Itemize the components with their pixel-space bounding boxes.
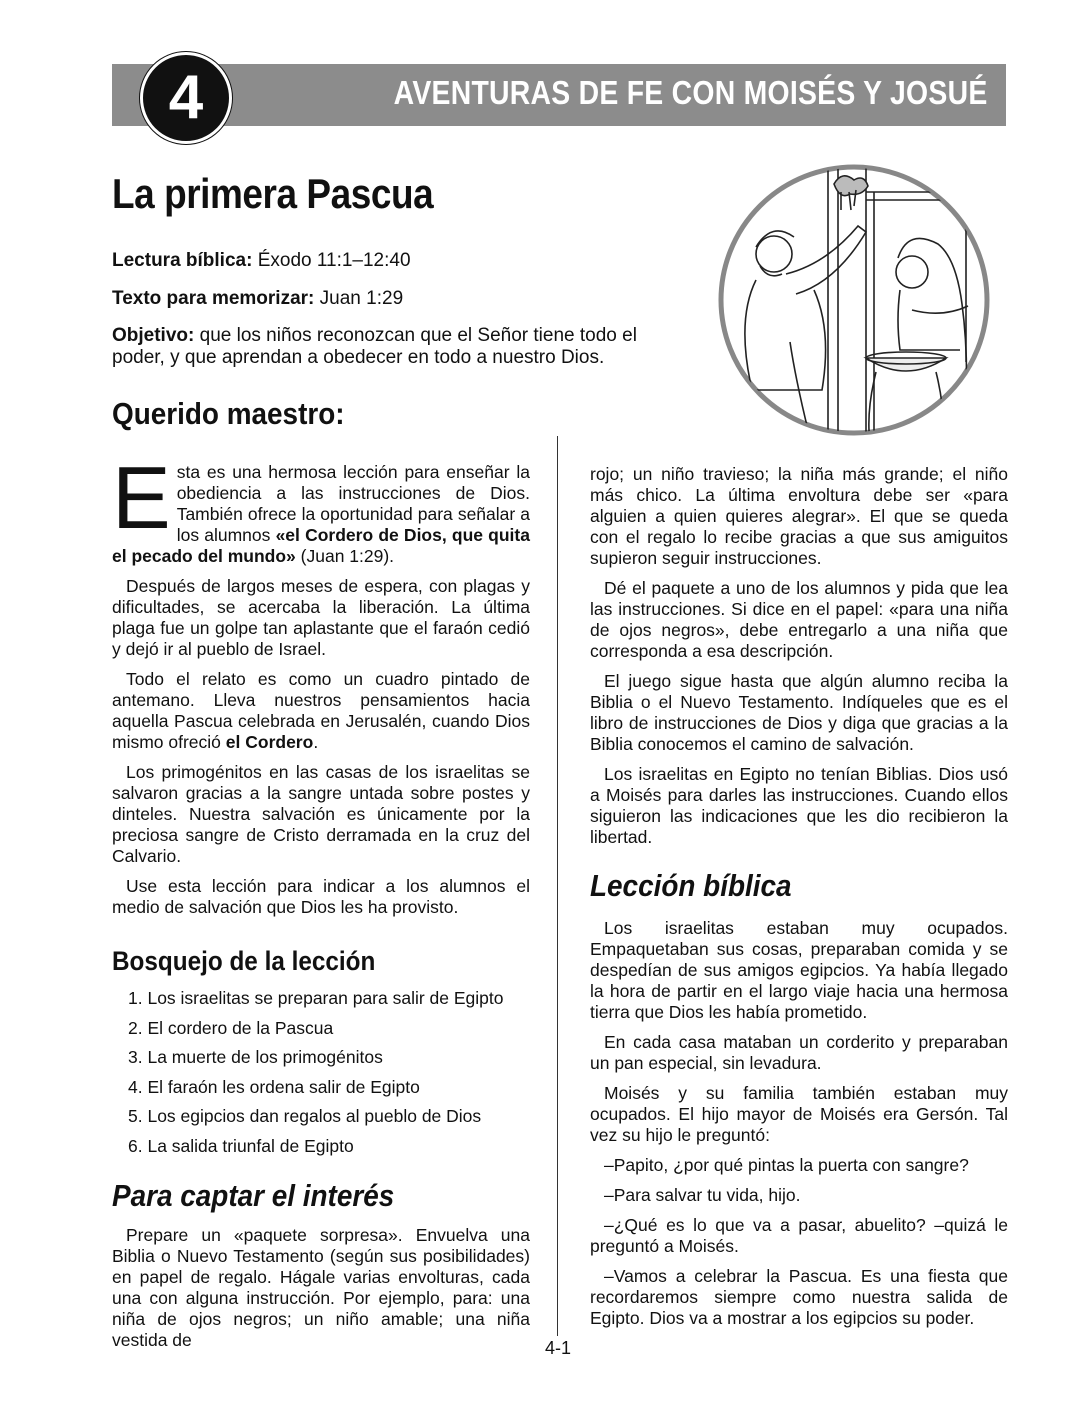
interest-paragraph-3: El juego sigue hasta que algún alumno reciba la Biblia o el Nuevo Testamento. Indíqueles que es el libro de instrucciones de Dios y diga que gracias a la Biblia conocemos el camino de salvación. <box>590 671 1008 754</box>
objective-label: Objetivo: <box>112 325 195 346</box>
chapter-header-bar <box>112 64 1006 126</box>
memory-label: Texto para memorizar: <box>112 288 315 309</box>
bible-paragraph-1: Los israelitas estaban muy ocupados. Empaquetaban sus cosas, preparaban comida y se despedían de sus amigos egipcios. Ya había llegado la hora de partir en el largo viaje hacia una hermosa tierra que Dios les había prometido. <box>590 918 1008 1022</box>
teacher-paragraph-3 <box>112 669 530 753</box>
bible-lesson-heading: Lección bíblica <box>590 868 792 903</box>
teacher-paragraph-2: Después de largos meses de espera, con plagas y dificultades, se acercaba la liberación. La última plaga fue un golpe tan aplastante que el faraón cedió y dejó ir al pueblo de Israel. <box>112 576 530 659</box>
drop-cap: E <box>112 448 171 547</box>
interest-paragraph-1: Prepare un «paquete sorpresa». Envuelva una Biblia o Nuevo Testamento (según sus posibilidades) en papel de regalo. Hágale varias envolturas, cada una con alguna instrucción. Por ejemplo, para: una niña de ojos negros; un niño amable; una niña vestida de <box>112 1225 530 1350</box>
interest-paragraph-1-cont: rojo; un niño travieso; la niña más grande; el niño más chico. La última envoltura debe ser «para alguien a quien quieres alegrar». El que se queda con el regalo lo recibe gracias a que sus amiguitos supieron seguir instrucciones. <box>590 464 1008 568</box>
outline-list <box>128 988 504 1165</box>
outline-heading: Bosquejo de la lección <box>112 946 376 976</box>
bible-lesson-text <box>590 918 1008 1338</box>
teacher-p3-tail: . <box>313 732 319 752</box>
outline-item: 6. La salida triunfal de Egipto <box>128 1135 354 1156</box>
outline-item: 5. Los egipcios dan regalos al pueblo de Dios <box>128 1106 482 1126</box>
bible-paragraph-3: Moisés y su familia también estaban muy ocupados. El hijo mayor de Moisés era Gersón. Tal vez su hijo le preguntó: <box>590 1083 1008 1145</box>
teacher-paragraph-5: Use esta lección para indicar a los alumnos el medio de salvación que Dios les ha provisto. <box>112 876 530 917</box>
lesson-title: La primera Pascua <box>112 170 434 217</box>
outline-item: 1. Los israelitas se preparan para salir de Egipto <box>128 988 504 1008</box>
memory-verse-line <box>112 288 672 310</box>
bible-paragraph-2: En cada casa mataban un corderito y preparaban un pan especial, sin levadura. <box>590 1032 1008 1073</box>
bible-paragraph-6: –¿Qué es lo que va a pasar, abuelito? –quizá le preguntó a Moisés. <box>590 1215 1008 1256</box>
reading-value: Éxodo 11:1–12:40 <box>257 250 411 271</box>
chapter-number: 4 <box>168 63 204 132</box>
unit-title: AVENTURAS DE FE CON MOISÉS Y JOSUÉ <box>394 74 988 111</box>
teacher-notes <box>112 448 530 927</box>
interest-start <box>112 1225 530 1360</box>
teacher-p1-emphasis: «el Cordero de Dios, que quita el pecado del mundo» <box>112 525 530 566</box>
reading-label: Lectura bíblica: <box>112 250 253 271</box>
page-number: 4-1 <box>545 1338 572 1358</box>
bible-paragraph-4: –Papito, ¿por qué pintas la puerta con sangre? <box>604 1155 969 1175</box>
chapter-number-badge <box>140 52 232 144</box>
teacher-p3-text: Todo el relato es como un cuadro pintado de antemano. Lleva nuestros pensamientos hacia aquella Pascua celebrada en Jerusalén, cuando Dios mismo ofreció <box>112 669 530 752</box>
objective-line <box>112 325 652 369</box>
column-divider <box>557 436 558 1336</box>
bible-paragraph-5: –Para salvar tu vida, hijo. <box>604 1185 801 1205</box>
bible-paragraph-7: –Vamos a celebrar la Pascua. Es una fiesta que recordaremos siempre como nuestra salida de Egipto. Dios va a mostrar a los egipcios su poder. <box>590 1266 1008 1328</box>
interest-paragraph-4: Los israelitas en Egipto no tenían Biblias. Dios usó a Moisés para darles las instrucciones. Cuando ellos siguieron las indicaciones que les dio recibieron la libertad. <box>590 764 1008 847</box>
teacher-p1-tail: (Juan 1:29). <box>295 546 395 566</box>
outline-item: 3. La muerte de los primogénitos <box>128 1047 383 1067</box>
outline-item: 4. El faraón les ordena salir de Egipto <box>128 1076 420 1097</box>
teacher-p3-emphasis: el Cordero <box>225 732 314 752</box>
passover-illustration <box>716 162 992 438</box>
teacher-paragraph-4: Los primogénitos en las casas de los israelitas se salvaron gracias a la sangre untada sobre postes y dinteles. Nuestra salvación es únicamente por la preciosa sangre de Cristo derramada en la cruz del Calvario. <box>112 762 530 866</box>
objective-value: que los niños reconozcan que el Señor tiene todo el poder, y que aprendan a obedecer en todo a nuestro Dios. <box>112 325 637 368</box>
teacher-p1-text: sta es una hermosa lección para enseñar la obediencia a las instrucciones de Dios. También ofrece la oportunidad para señalar a los alumnos <box>176 462 530 545</box>
teacher-paragraph-1 <box>112 448 530 567</box>
interest-heading: Para captar el interés <box>112 1178 395 1213</box>
memory-value: Juan 1:29 <box>319 288 404 309</box>
interest-paragraph-2: Dé el paquete a uno de los alumnos y pida que lea las instrucciones. Si dice en el papel: «para una niña de ojos negros», debe entregarlo a una niña que corresponda a esa descripción. <box>590 578 1008 661</box>
reading-line <box>112 250 672 272</box>
outline-item: 2. El cordero de la Pascua <box>128 1017 334 1038</box>
interest-continued <box>590 464 1008 857</box>
teacher-heading: Querido maestro: <box>112 396 345 431</box>
